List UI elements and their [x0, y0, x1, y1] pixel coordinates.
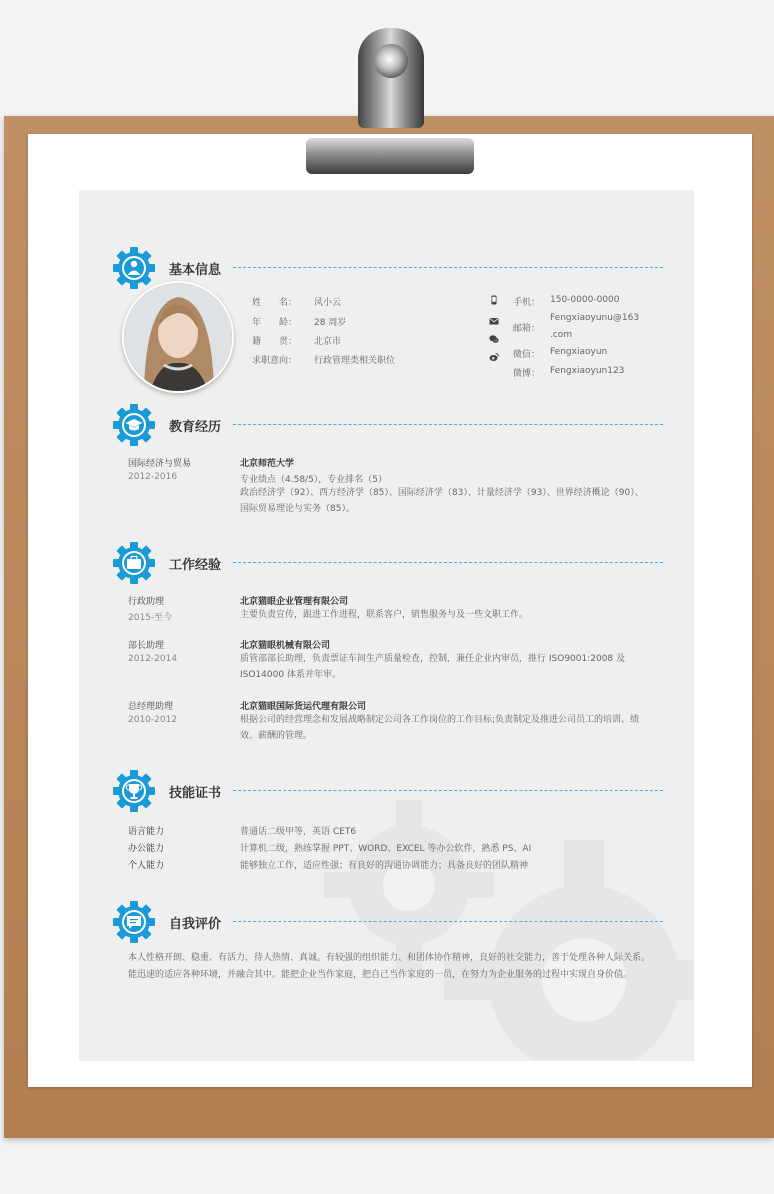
work-title: 总经理助理: [128, 702, 174, 712]
section-title-basic: 基本信息: [169, 263, 222, 278]
work-company: 北京猫眼企业管理有限公司: [240, 597, 349, 607]
section-divider: [233, 790, 663, 791]
name-label: 姓 名：: [252, 298, 298, 308]
age-label: 年 龄：: [252, 318, 298, 328]
section-self-header: [111, 899, 663, 945]
intent-label: 求职意向：: [252, 356, 298, 366]
education-school: 北京师范大学: [240, 459, 295, 469]
phone-icon: [489, 295, 499, 305]
weibo-value: Fengxiaoyun123: [550, 366, 625, 376]
education-period: 2012-2016: [128, 472, 178, 482]
person-gear-icon: [111, 245, 157, 291]
work-description: 主要负责宣传，跟进工作进程，联系客户，销售服务与及一些文职工作。: [240, 610, 529, 620]
work-description: 根据公司的经营理念和发展战略制定公司各工作岗位的工作目标;负责制定及推进公司员工的培训、绩效、薪酬的管理。: [240, 715, 640, 741]
work-description: 质管部部长助理，负责票证车间生产质量检查，控制，兼任企业内审员，推行 ISO9001:2008 及 ISO14000 体系并年审。: [240, 654, 626, 680]
wechat-label: 微信：: [513, 350, 541, 360]
briefcase-gear-icon: [111, 540, 157, 586]
education-major: 国际经济与贸易: [128, 459, 192, 469]
section-work-header: [111, 540, 663, 586]
self-evaluation-text: 本人性格开朗、稳重、有活力，待人热情、真诚。有较强的组织能力、和团体协作精神，良好的社交能力，善于处理各种人际关系。能迅速的适应各种环境，并融合其中。能把企业当作家庭，把自己当作家庭的一员，在努力为企业服务的过程中实现自身价值。: [128, 953, 651, 980]
avatar: [122, 281, 234, 393]
section-skills-header: [111, 768, 663, 814]
skill-value: 计算机二级，熟练掌握 PPT、WORD、EXCEL 等办公软件，熟悉 PS、AI: [240, 844, 532, 854]
section-title-education: 教育经历: [169, 420, 222, 435]
weibo-icon: [489, 352, 499, 362]
education-courses: 政治经济学（92）、西方经济学（85）、国际经济学（83）、计量经济学（93）、世界经济概论（90）、国际贸易理论与实务（85）。: [240, 488, 644, 514]
email-value-line2: .com: [550, 330, 573, 340]
section-divider: [233, 562, 663, 563]
wechat-value: Fengxiaoyun: [550, 347, 608, 357]
skill-value: 普通话二级甲等，英语 CET6: [240, 827, 357, 837]
portrait-image: [124, 283, 232, 391]
work-company: 北京猫眼机械有限公司: [240, 641, 331, 651]
weibo-label: 微博：: [513, 369, 541, 379]
work-title: 行政助理: [128, 597, 165, 607]
name-value: 风小云: [314, 298, 342, 308]
skill-label: 个人能力: [128, 861, 165, 871]
work-period: 2010-2012: [128, 715, 178, 725]
skill-value: 能够独立工作，适应性强；有良好的沟通协调能力；具备良好的团队精神: [240, 861, 529, 871]
work-period: 2015-至今: [128, 613, 173, 623]
section-education-header: [111, 402, 663, 448]
resume-sheet: [79, 190, 694, 1061]
skill-label: 办公能力: [128, 844, 165, 854]
section-title-work: 工作经验: [169, 558, 222, 573]
origin-label: 籍 贯：: [252, 337, 298, 347]
phone-value: 150-0000-0000: [550, 295, 620, 305]
skill-label: 语言能力: [128, 827, 165, 837]
section-title-self: 自我评价: [169, 917, 222, 932]
work-period: 2012-2014: [128, 654, 178, 664]
section-divider: [233, 424, 663, 425]
section-title-skills: 技能证书: [169, 786, 222, 801]
intent-value: 行政管理类相关职位: [314, 356, 396, 366]
email-label: 邮箱：: [513, 324, 541, 334]
wechat-icon: [489, 334, 499, 344]
email-value-line1: Fengxiaoyunu@163: [550, 313, 640, 323]
origin-value: 北京市: [314, 337, 342, 347]
phone-label: 手机：: [513, 298, 541, 308]
education-gpa: 专业绩点（4.58/5），专业排名（5）: [240, 475, 388, 485]
clip-lever: [358, 28, 424, 128]
work-title: 部长助理: [128, 641, 165, 651]
section-divider: [233, 267, 663, 268]
trophy-gear-icon: [111, 768, 157, 814]
clip-hole: [374, 44, 408, 78]
mail-icon: [489, 316, 499, 326]
work-company: 北京猫眼国际货运代理有限公司: [240, 702, 367, 712]
clip-base: [306, 138, 474, 174]
comment-gear-icon: [111, 899, 157, 945]
graduation-cap-gear-icon: [111, 402, 157, 448]
age-value: 28 周岁: [314, 318, 347, 328]
section-divider: [233, 921, 663, 922]
